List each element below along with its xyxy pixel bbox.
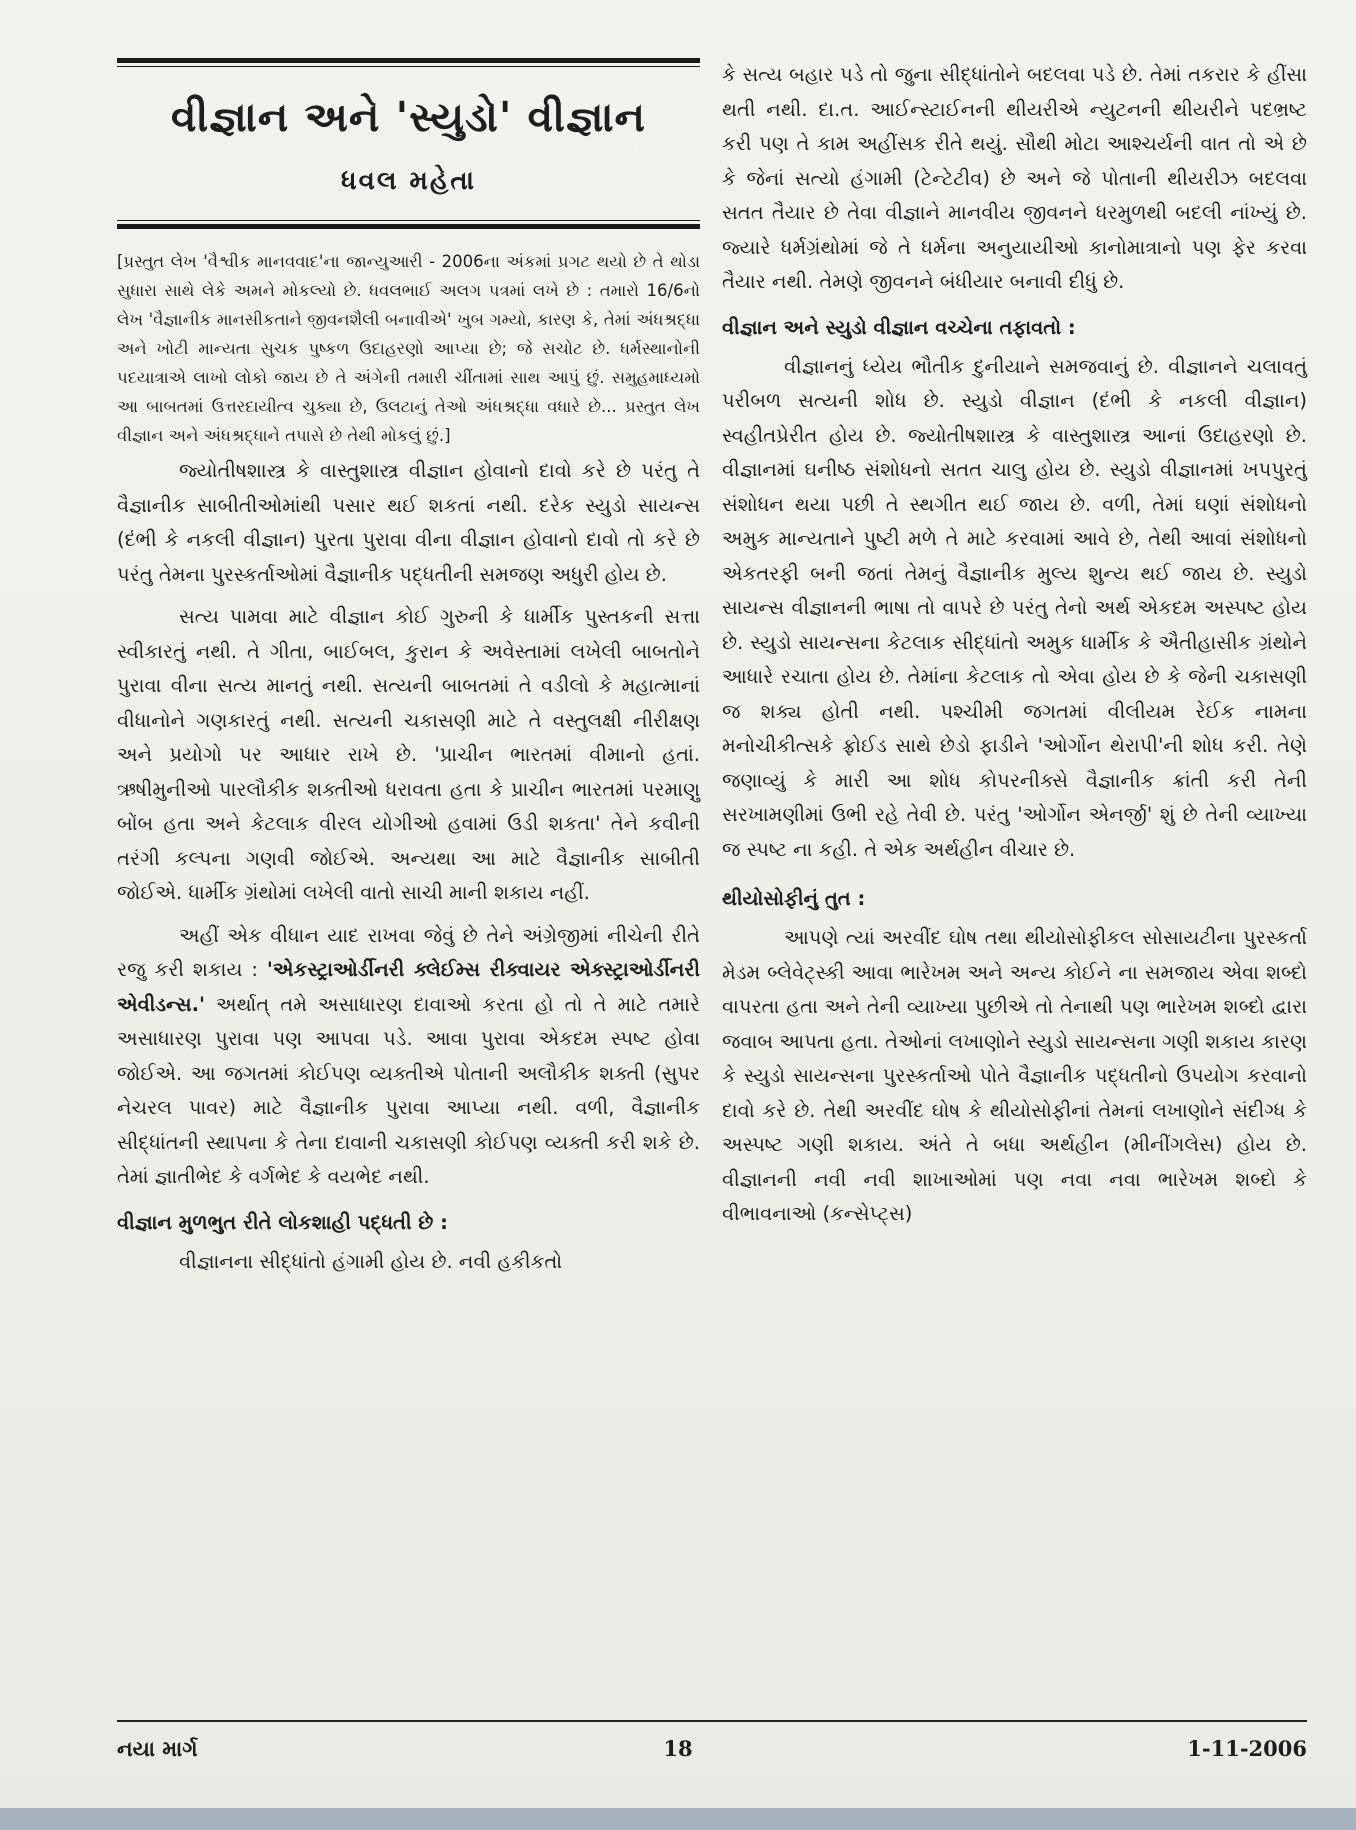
page-number: 18 (663, 1736, 693, 1761)
left-column (117, 58, 700, 1279)
magazine-name: નયા માર્ગ (117, 1736, 198, 1761)
section-heading: થીયોસોફીનું તુત : (722, 887, 866, 910)
title-top-rule (117, 58, 700, 63)
issue-date: 1-11-2006 (1187, 1736, 1307, 1761)
quote-tail: અર્થાત્ તમે અસાધારણ દાવાઓ કરતા હો તો તે માટે તમારે અસાધારણ પુરાવા પણ આપવા પડે. આવા પુરાવા એકદમ સ્પષ્ટ હોવા જોઈએ. આ જગતમાં કોઈપણ વ્યક્તીએ પોતાની અલૌકીક શક્તી (સુપર નેચરલ પાવર) માટે વૈજ્ઞાનીક પુરાવા આપ્યા નથી. વળી, વૈજ્ઞાનીક સીદ્ધાંતની સ્થાપના કે તેના દાવાની ચકાસણી કોઈપણ વ્યક્તી કરી શકે છે. તેમાં જ્ઞાતીભેદ કે વર્ગભેદ કે વયભેદ નથી. (117, 992, 700, 1188)
paragraph: આપણે ત્યાં અરવીંદ ઘોષ તથા થીયોસોફીકલ સોસાયટીના પુરસ્કર્તા મેડમ બ્લેવેટ્સ્કી આવા ભારેખમ અને અન્ય કોઈને ના સમજાય એવા શબ્દો વાપરતા હતા અને તેની વ્યાખ્યા પુછીએ તો તેનાથી પણ ભારેખમ શબ્દો દ્વારા જવાબ આપતા હતા. તેઓનાં લખાણોને સ્યુડો સાયન્સના ગણી શકાય કારણ કે સ્યુડો સાયન્સના પુરસ્કર્તાઓ પોતે વૈજ્ઞાનીક પદ્ધતીનો ઉપયોગ કરવાનો દાવો કરે છે. તેથી અરવીંદ ઘોષ કે થીયોસોફીનાં તેમનાં લખાણોને સંદીગ્ધ કે અસ્પષ્ટ ગણી શકાય. અંતે તે બધા અર્થહીન (મીનીંગલેસ) હોય છે. વીજ્ઞાનની નવી નવી શાખાઓમાં પણ નવા નવા ભારેખમ શબ્દો કે વીભાવનાઓ (કન્સેપ્ટ્સ) (722, 926, 1307, 1225)
title-bottom-rule (117, 224, 700, 229)
editor-intro-note: [પ્રસ્તુત લેખ 'વૈશ્વીક માનવવાદ'ના જાન્યુઆરી - 2006ના અંકમાં પ્રગટ થયો છે તે થોડા સુધારા સાથે લેકે અમને મોકલ્યો છે. ધવલભાઈ અલગ પત્રમાં લખે છે : તમારો 16/6નો લેખ 'વૈજ્ઞાનીક માનસીકતાને જીવનશૈલી બનાવીએ' ખુબ ગમ્યો, કારણ કે, તેમાં અંધશ્રદ્ધા અને ખોટી માન્યતા સુચક પુષ્કળ ઉદાહરણો આપ્યા છે; જે સચોટ છે. ધર્મસ્થાનોની પદયાત્રાએ લાખો લોકો જાય છે તે અંગેની તમારી ચીંતામાં સાથ આપું છું. સમુહમાધ્યમો આ બાબતમાં ઉત્તરદાયીત્વ ચુક્યા છે, ઉલટાનું તેઓ અંધશ્રદ્ધા વધારે છે... પ્રસ્તુત લેખ વીજ્ઞાન અને અંધશ્રદ્ધાને તપાસે છે તેથી મોકલું છું.] (117, 252, 700, 445)
highlighted-quote: 'એકસ્ટ્રાઓર્ડીનરી ક્લેઈમ્સ રીક્વાયર એક્સ્ટ્રાઓર્ડીનરી એવીડન્સ.' (117, 958, 700, 1016)
article-author: ધવલ મહેતા (341, 166, 476, 196)
paragraph: જ્યોતીષશાસ્ત્ર કે વાસ્તુશાસ્ત્ર વીજ્ઞાન હોવાનો દાવો કરે છે પરંતુ તે વૈજ્ઞાનીક સાબીતીઓમાંથી પસાર થઈ શકતાં નથી. દરેક સ્યુડો સાયન્સ (દંભી કે નકલી વીજ્ઞાન) પુરતા પુરાવા વીના વીજ્ઞાન હોવાનો દાવો તો કરે છે પરંતુ તેમના પુરસ્કર્તાઓમાં વૈજ્ઞાનીક પદ્ધતીની સમજણ અધુરી હોય છે. (117, 459, 700, 586)
quote-lead: અહીં એક વીધાન યાદ રાખવા જેવું છે તેને અંગ્રેજીમાં નીચેની રીતે રજુ કરી શકાય : (117, 923, 700, 981)
title-block (117, 67, 700, 217)
footer-rule (117, 1720, 1307, 1722)
section-heading: વીજ્ઞાન અને સ્યુડો વીજ્ઞાન વચ્ચેના તફાવતો : (722, 315, 1076, 339)
quote-paragraph (117, 919, 700, 1195)
scan-bottom-edge (0, 1808, 1356, 1830)
article-title: વીજ્ઞાન અને 'સ્યુડો' વીજ્ઞાન (170, 93, 647, 141)
right-column (722, 58, 1307, 1232)
title-bottom-thin-rule (117, 220, 700, 221)
section-heading: વીજ્ઞાન મુળભુત રીતે લોકશાહી પદ્ધતી છે : (117, 1210, 448, 1234)
paragraph: વીજ્ઞાનનું ધ્યેય ભૌતીક દુનીયાને સમજવાનું છે. વીજ્ઞાનને ચલાવતું પરીબળ સત્યની શોધ છે. સ્યુડો વીજ્ઞાન (દંભી કે નકલી વીજ્ઞાન) સ્વહીતપ્રેરીત હોય છે. જ્યોતીષશાસ્ત્ર કે વાસ્તુશાસ્ત્ર આનાં ઉદાહરણો છે. વીજ્ઞાનમાં ઘનીષ્ઠ સંશોધનો સતત ચાલુ હોય છે. સ્યુડો વીજ્ઞાનમાં ખપપુરતું સંશોધન થયા પછી તે સ્થગીત થઈ જાય છે. વળી, તેમાં ઘણાં સંશોધનો અમુક માન્યતાને પુષ્ટી મળે તે માટે કરવામાં આવે છે, તેથી આવાં સંશોધનો એકતરફી બની જતાં તેમનું વૈજ્ઞાનીક મુલ્ય શુન્ય થઈ જાય છે. સ્યુડો સાયન્સ વીજ્ઞાનની ભાષા તો વાપરે છે પરંતુ તેનો અર્થ એકદમ અસ્પષ્ટ હોય છે. સ્યુડો સાયન્સના કેટલાક સીદ્ધાંતો અમુક ધાર્મીક કે ઐતીહાસીક ગ્રંથોને આધારે રચાતા હોય છે. તેમાંના કેટલાક તો એવા હોય છે કે જેની ચકાસણી જ શક્ય હોતી નથી. પશ્ચીમી જગતમાં વીલીયમ રેઈક નામના મનોચીકીત્સકે ફ્રોઈડ સાથે છેડો ફાડીને 'ઓર્ગોન થેરાપી'ની શોધ કરી. તેણે જણાવ્યું કે મારી આ શોધ કોપરનીક્સે વૈજ્ઞાનીક ક્રાંતી કરી તેની સરખામણીમાં ઉભી રહે તેવી છે. પરંતુ 'ઓર્ગોન એનર્જી' શું છે તેની વ્યાખ્યા જ સ્પષ્ટ ના કહી. તે એક અર્થહીન વીચાર છે. (722, 354, 1307, 861)
continued-paragraph: કે સત્ય બહાર પડે તો જુના સીદ્ધાંતોને બદલવા પડે છે. તેમાં તકરાર કે હીંસા થતી નથી. દા.ત. આઈન્સ્ટાઈનની થીયરીએ ન્યુટનની થીયરીને પદભ્રષ્ટ કરી પણ તે કામ અહીંસક રીતે થયું. સૌથી મોટા આશ્ચર્યની વાત તો એ છે કે જેનાં સત્યો હંગામી (ટેન્ટેટીવ) છે અને જે પોતાની થીયરીઝ બદલવા સતત તૈયાર છે તેવા વીજ્ઞાને માનવીય જીવનને ધરમુળથી બદલી નાંખ્યું છે. જ્યારે ધર્મગ્રંથોમાં જે તે ધર્મના અનુયાયીઓ કાનોમાત્રાનો પણ ફેર કરવા તૈયાર નથી. તેમણે જીવનને બંધીયાર બનાવી દીધું છે. (722, 63, 1307, 293)
paragraph: સત્ય પામવા માટે વીજ્ઞાન કોઈ ગુરુની કે ધાર્મીક પુસ્તકની સત્તા સ્વીકારતું નથી. તે ગીતા, બાઈબલ, કુરાન કે અવેસ્તામાં લખેલી બાબતોને પુરાવા વીના સત્ય માનતું નથી. સત્યની બાબતમાં તે વડીલો કે મહાત્માનાં વીધાનોને ગણકારતું નથી. સત્યની ચકાસણી માટે તે વસ્તુલક્ષી નીરીક્ષણ અને પ્રયોગો પર આધાર રાખે છે. 'પ્રાચીન ભારતમાં વીમાનો હતાં. ઋષીમુનીઓ પારલૌકીક શક્તીઓ ધરાવતા હતા કે પ્રાચીન ભારતમાં પરમાણુ બોંબ હતા અને કેટલાક વીરલ યોગીઓ હવામાં ઉડી શકતા' તેને કવીની તરંગી કલ્પના ગણવી જોઈએ. અન્યથા આ માટે વૈજ્ઞાનીક સાબીતી જોઈએ. ધાર્મીક ગ્રંથોમાં લખેલી વાતો સાચી માની શકાય નહીં. (117, 605, 700, 904)
paragraph: વીજ્ઞાનના સીદ્ધાંતો હંગામી હોય છે. નવી હકીકતો (179, 1249, 563, 1273)
